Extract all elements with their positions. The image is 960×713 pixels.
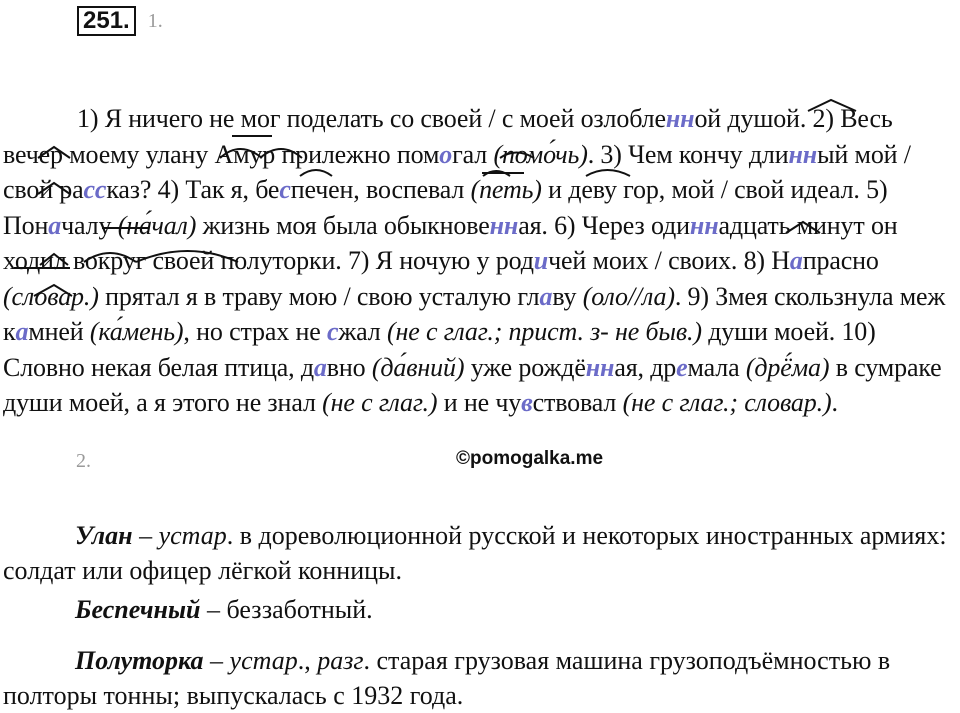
text-segment: . (831, 388, 838, 417)
definition-text: . в дореволюционной русской и некоторых иностранных армиях: солдат или офицер лёгкой конницы. (3, 521, 947, 585)
text-segment: ая, др (614, 352, 677, 382)
definition-ulan (3, 518, 958, 588)
part-1-label: 1. (147, 9, 163, 32)
text-segment: уже рождё (464, 352, 586, 382)
text-segment: печен, воспевал (290, 175, 471, 204)
text-segment: прятал я в траву мою / свою усталую гл (98, 281, 540, 311)
definition-term: Беспечный (75, 595, 201, 624)
text-segment: жал (338, 317, 387, 346)
highlight: о (439, 139, 453, 169)
text-segment: каз? 4) Так я, бе (106, 175, 280, 204)
text-segment: . 3) Чем кончу дли (587, 139, 789, 169)
task-header (77, 6, 163, 36)
text-segment: ая. 6) Через оди (518, 210, 690, 240)
grammar-note: (помо́чь) (493, 139, 588, 169)
text-segment: души моей. 10) Словно некая белая птица, д (3, 317, 876, 382)
definition-bespechny (3, 592, 958, 627)
grammar-note: (дрё́ма) (745, 352, 830, 382)
exercise-text (3, 101, 958, 421)
highlight: а (313, 352, 327, 382)
text-segment: . 9) Змея скользнула меж к (3, 281, 946, 346)
highlight: нн (665, 104, 695, 133)
definition-dash: – (203, 646, 230, 675)
text-segment: мней (28, 317, 90, 346)
grammar-note: (да́вний) (371, 352, 465, 382)
highlight: е (676, 352, 688, 382)
highlight: а (15, 317, 29, 346)
definition-text: – беззаботный. (200, 595, 373, 624)
definition-polutorka (3, 643, 958, 713)
watermark: ©pomogalka.me (456, 448, 604, 469)
grammar-note: (словар.) (3, 281, 99, 311)
text-segment: прасно (802, 246, 879, 275)
highlight: а (539, 281, 553, 311)
highlight: а (789, 246, 803, 275)
definition-text: . старая грузовая машина грузоподъёмностью в полторы тонны; выпускалась с 1932 года. (3, 646, 891, 710)
highlight: с (326, 317, 339, 346)
definition-term: Полуторка (75, 646, 204, 675)
usage-mark: устар (158, 521, 227, 550)
text-segment: чалу (61, 210, 118, 240)
grammar-note: (на́чал) (117, 210, 197, 240)
text-segment: ой душой. 2) Весь вечер моему улану Амур прилежно пом (3, 104, 893, 169)
text-segment: и деву гор, мой / свой идеал. 5) Пон (3, 175, 888, 240)
highlight: в (521, 388, 533, 417)
highlight: нн (689, 210, 719, 240)
highlight: а (48, 210, 62, 240)
text-segment: 1) Я ничего не мог поделать со своей / с моей озлобле (77, 104, 666, 133)
grammar-note: (оло//ла) (582, 281, 675, 311)
highlight: сс (83, 175, 107, 204)
usage-mark: устар (229, 646, 298, 675)
text-segment: и не чу (437, 388, 522, 417)
usage-mark: разг (317, 646, 364, 675)
text-segment: чей моих / своих. 8) Н (548, 246, 790, 275)
text-segment: ый мой / свой ра (3, 139, 911, 204)
highlight: с (279, 175, 291, 204)
text-segment: ствовал (532, 388, 623, 417)
text-segment: ву (552, 281, 583, 311)
definition-dash: – (132, 521, 159, 550)
grammar-note: (не с глаг.) (322, 388, 438, 417)
task-number: 251. (77, 6, 136, 36)
part-2-label: 2. (76, 450, 91, 472)
text-segment: , но страх не (183, 317, 327, 346)
grammar-note: (ка́мень) (89, 317, 184, 346)
text-segment: жизнь моя была обыкнове (196, 210, 490, 240)
text-segment: в сумраке души моей, а я этого не знал (3, 352, 942, 417)
highlight: нн (585, 352, 615, 382)
highlight: и (533, 246, 549, 275)
text-segment: мала (687, 352, 746, 382)
text-segment: гал (452, 139, 494, 169)
text-segment: адцать минут он ходил вокруг своей полуторки. 7) Я ночую у род (3, 210, 898, 275)
text-segment: вно (326, 352, 372, 382)
grammar-note: (не с глаг.; прист. з- не быв.) (386, 317, 702, 346)
highlight: нн (489, 210, 519, 240)
grammar-note: (не с глаг.; словар.) (622, 388, 832, 417)
definition-term: Улан (75, 521, 133, 550)
grammar-note: (петь) (470, 175, 542, 204)
definition-separator: ., (297, 646, 318, 675)
highlight: нн (788, 139, 818, 169)
